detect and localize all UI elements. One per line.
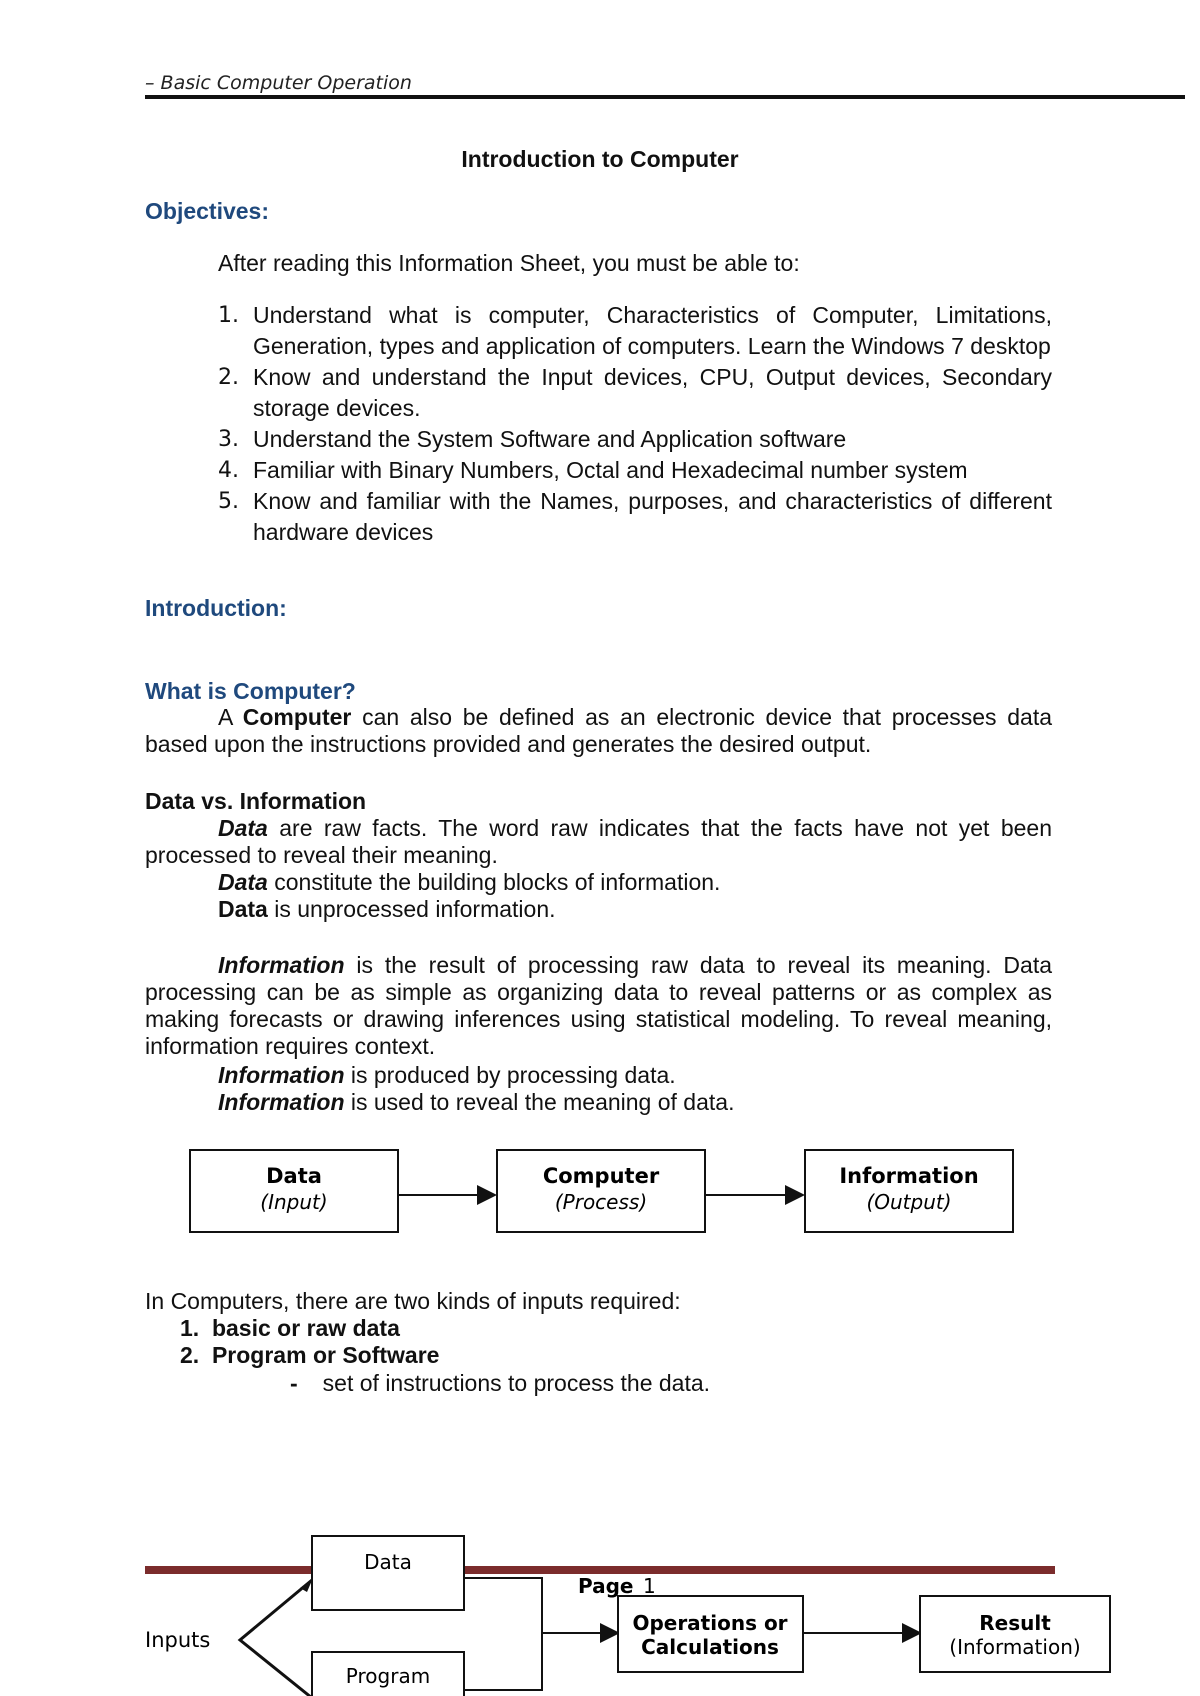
information-line bbox=[218, 1062, 676, 1089]
objectives-heading: Objectives: bbox=[145, 198, 269, 224]
term-data: Data bbox=[218, 896, 268, 922]
list-item bbox=[218, 486, 1052, 548]
input-processing-diagram bbox=[0, 1530, 1200, 1696]
program-box-label: Program bbox=[345, 1664, 431, 1688]
sub-item-text: set of instructions to process the data. bbox=[322, 1370, 711, 1396]
list-item bbox=[218, 424, 1052, 455]
inputs-label: Inputs bbox=[145, 1628, 211, 1652]
running-header: – Basic Computer Operation bbox=[145, 72, 412, 94]
list-text: Familiar with Binary Numbers, Octal and Hexadecimal number system bbox=[253, 457, 968, 483]
list-number: 3. bbox=[218, 427, 239, 452]
list-number: 1. bbox=[218, 303, 239, 328]
definition-term: Computer bbox=[242, 704, 352, 730]
paragraph-text: are raw facts. The word raw indicates that the facts have not yet been processed to reveal their meaning. bbox=[145, 815, 1052, 868]
result-sublabel: (Information) bbox=[949, 1635, 1081, 1659]
page-number: 1 bbox=[643, 1574, 656, 1598]
result-label: Result bbox=[979, 1611, 1051, 1635]
line-text: is used to reveal the meaning of data. bbox=[344, 1089, 735, 1115]
term-information: Information bbox=[218, 1062, 345, 1088]
list-text: Understand the System Software and Application software bbox=[253, 426, 847, 452]
input-branch-lines bbox=[240, 1580, 312, 1696]
term-information: Information bbox=[218, 952, 345, 978]
list-text: basic or raw data bbox=[211, 1315, 400, 1341]
list-item bbox=[218, 362, 1052, 424]
list-number: 5. bbox=[218, 489, 239, 514]
box-subtitle: (Process) bbox=[554, 1190, 648, 1214]
definition-text: A bbox=[218, 704, 243, 730]
data-paragraph bbox=[145, 815, 1052, 869]
list-item bbox=[180, 1342, 439, 1369]
box-title: Data bbox=[266, 1164, 322, 1188]
paragraph-text: is the result of processing raw data to reveal its meaning. Data processing can be as simple as organizing data to reveal patterns or as complex as making forecasts or drawing inferences using statistical modeling. To reveal meaning, information requires context. bbox=[145, 952, 1052, 1059]
definition-text: can also be defined as an electronic device that processes data based upon the instructions provided and generates the desired output. bbox=[145, 704, 1052, 757]
list-number: 4. bbox=[218, 458, 239, 483]
list-text: Know and familiar with the Names, purposes, and characteristics of different hardware devices bbox=[253, 488, 1052, 545]
term-information: Information bbox=[218, 1089, 345, 1115]
objectives-intro: After reading this Information Sheet, you must be able to: bbox=[218, 250, 800, 276]
term-data: Data bbox=[218, 869, 268, 895]
list-text: Know and understand the Input devices, CPU, Output devices, Secondary storage devices. bbox=[253, 364, 1052, 421]
objectives-list bbox=[218, 300, 1052, 548]
data-line bbox=[218, 869, 720, 896]
line-text: is produced by processing data. bbox=[344, 1062, 676, 1088]
list-number: 2. bbox=[180, 1342, 200, 1368]
page-label: Page bbox=[578, 1574, 634, 1598]
box-title: Computer bbox=[542, 1164, 660, 1188]
dash-bullet: - bbox=[290, 1370, 298, 1396]
list-item bbox=[218, 455, 1052, 486]
information-paragraph bbox=[145, 952, 1052, 1060]
merge-line bbox=[464, 1578, 542, 1690]
line-text: constitute the building blocks of information. bbox=[267, 869, 721, 895]
data-box-label: Data bbox=[364, 1550, 412, 1574]
header-rule bbox=[145, 95, 1185, 99]
inputs-intro: In Computers, there are two kinds of inputs required: bbox=[145, 1288, 681, 1314]
data-vs-information-heading: Data vs. Information bbox=[145, 788, 367, 814]
page-title: Introduction to Computer bbox=[461, 146, 739, 172]
term-data: Data bbox=[218, 815, 268, 841]
list-number: 2. bbox=[218, 365, 239, 390]
computer-definition bbox=[145, 704, 1052, 758]
list-text: Understand what is computer, Characteristics of Computer, Limitations, Generation, types and application of computers. Learn the Windows 7 desktop bbox=[253, 302, 1052, 359]
what-is-computer-heading: What is Computer? bbox=[145, 678, 356, 704]
list-text: Program or Software bbox=[211, 1342, 440, 1368]
operations-label: Operations or bbox=[632, 1611, 788, 1635]
box-title: Information bbox=[839, 1164, 979, 1188]
box-subtitle: (Output) bbox=[866, 1190, 952, 1214]
operations-label: Calculations bbox=[641, 1635, 779, 1659]
data-line bbox=[218, 896, 556, 923]
list-item bbox=[180, 1315, 400, 1342]
data-flow-diagram bbox=[0, 1140, 1200, 1240]
list-number: 1. bbox=[180, 1315, 200, 1341]
line-text: is unprocessed information. bbox=[267, 896, 556, 922]
information-line bbox=[218, 1089, 734, 1116]
list-item bbox=[218, 300, 1052, 362]
box-subtitle: (Input) bbox=[260, 1190, 328, 1214]
introduction-heading: Introduction: bbox=[145, 595, 287, 621]
sub-item bbox=[290, 1370, 710, 1397]
